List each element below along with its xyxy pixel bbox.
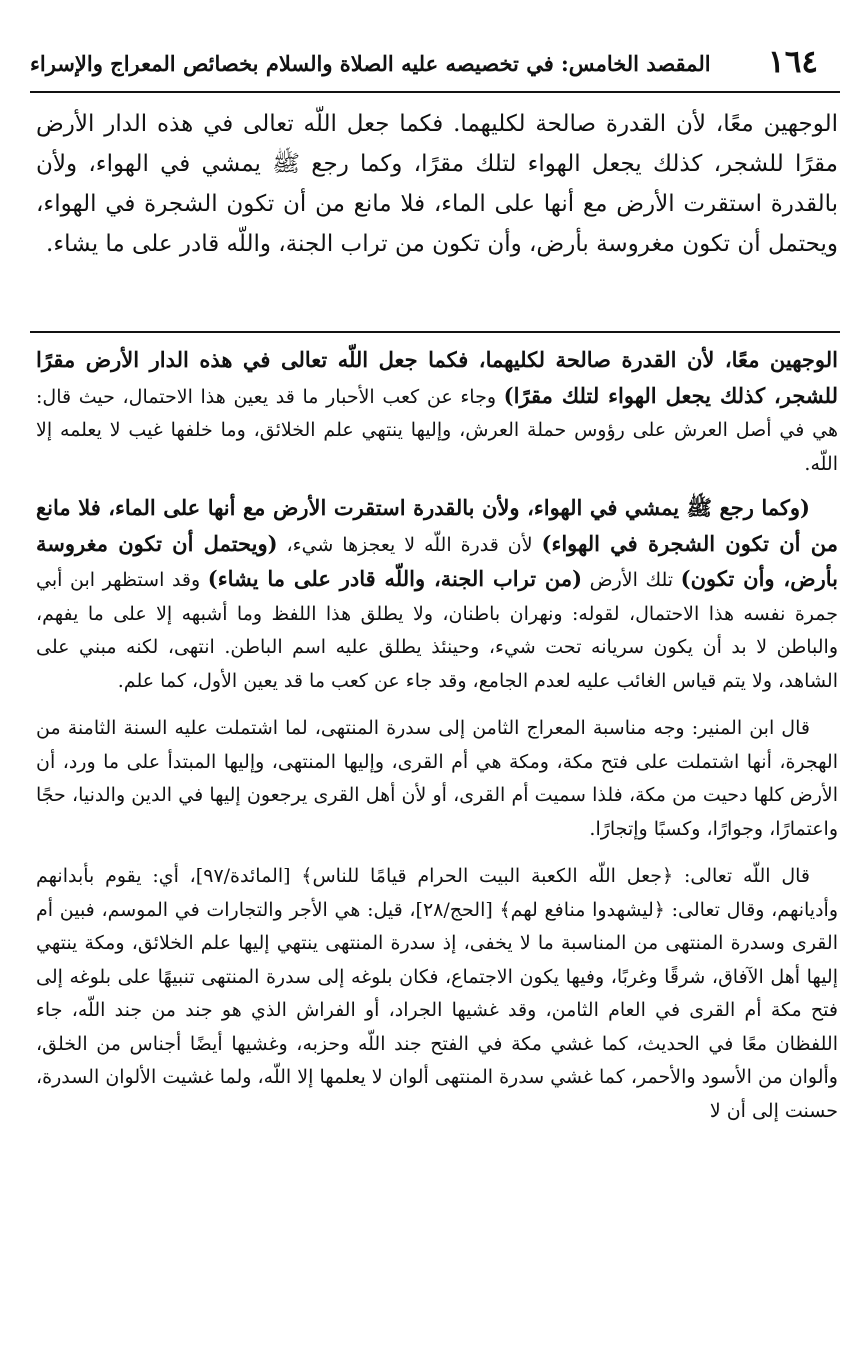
page-header: [30, 42, 838, 90]
commentary-text: تلك الأرض: [582, 569, 681, 591]
commentary-paragraph-1: [36, 343, 838, 481]
quoted-text: (وكما رجع ﷺ يمشي في الهواء، ولأن بالقدرة استقرت الأرض مع أنها على الماء، فلا مانع من أن تكون الشجرة في الهواء): [36, 495, 838, 556]
header-divider: [30, 91, 840, 93]
commentary-paragraph-3: قال ابن المنير: وجه مناسبة المعراج الثامن إلى سدرة المنتهى، لما اشتملت عليه السنة الثامنة من الهجرة، أنها اشتملت على فتح مكة، ومكة هي أم القرى، وإليها المنتهى، وإليها المبتدأ على ما ورد، أن الأرض كلها دحيت من مكة، فلذا سميت أم القرى، أو لأن أهل القرى يرجعون إليها في الدين والدنيا، حجًا واعتمارًا، وجوارًا، وكسبًا وإتجارًا.: [36, 717, 838, 840]
quoted-text: (من تراب الجنة، واللّه قادر على ما يشاء): [207, 566, 583, 591]
main-text-paragraph: الوجهين معًا، لأن القدرة صالحة لكليهما. فكما جعل اللّه تعالى في هذه الدار الأرض مقرًا للشجر، كذلك يجعل الهواء لتلك مقرًا، وكما رجع ﷺ يمشي في الهواء، ولأن بالقدرة استقرت الأرض مع أنها على الماء، فلا مانع من أن تكون الشجرة في الهواء، ويحتمل أن تكون مغروسة بأرض، وأن تكون من تراب الجنة، واللّه قادر على ما يشاء.: [36, 111, 838, 257]
commentary-paragraph-4: قال اللّه تعالى: ﴿جعل اللّه الكعبة البيت الحرام قيامًا للناس﴾ [المائدة/٩٧]، أي: يقوم بأبدانهم وأديانهم، وقال تعالى: ﴿ليشهدوا منافع لهم﴾ [الحج/٢٨]، قيل: هي الأجر والتجارات في الموسم، فبين أم القرى وسدرة المنتهى من المناسبة ما لا يخفى، إذ سدرة المنتهى ينتهي إليها علم الخلائق، ومكة ينتهي إليها أهل الآفاق، شرقًا وغربًا، وفيها يكون الاجتماع، فكان بلوغه إلى سدرة المنتهى تنبيهًا على بلوغه إلى فتح مكة أم القرى في العام الثامن، وقد غشيها الجراد، أو الفراش الذي هو جند من جند اللّه، جاء اللفظان معًا في الحديث، كما غشي مكة في الفتح جند اللّه وحزبه، وغشيها أيضًا أجناس من الخلق، وألوان من الأسود والأحمر، كما غشي سدرة المنتهى ألوان لا يعلمها إلا اللّه، ولما غشيت الألوان السدرة، حسنت إلى أن لا: [36, 865, 838, 1122]
main-text: [36, 104, 838, 264]
page-number: ١٦٤: [768, 44, 818, 80]
commentary: [36, 343, 838, 1142]
commentary-text: لأن قدرة اللّه لا يعجزها شيء،: [277, 533, 542, 556]
quoted-text: الوجهين معًا، لأن القدرة صالحة لكليهما، فكما جعل اللّه تعالى في هذه الدار الأرض مقرًا للشجر، كذلك يجعل الهواء لتلك مقرًا): [36, 347, 839, 408]
commentary-text: وجاء عن كعب الأحبار ما قد يعين هذا الاحتمال، حيث قال: هي في أصل العرش على رؤوس حملة العرش، وإليها ينتهي علم الخلائق، وما خلفها غيب لا يعلمه إلا اللّه.: [36, 385, 838, 475]
commentary-divider: [30, 331, 840, 333]
commentary-text: وقد استظهر ابن أبي جمرة نفسه هذا الاحتمال، لقوله: ونهران باطنان، ولا يطلق هذا اللفظ وما أشبهه إلا على ما يفهم، والباطن لا بد أن يكون سريانه تحت شيء، وحينئذ يطلق عليه اسم الباطن. انتهى، لكنه مبني على الشاهد، ولا يتم قياس الغائب عليه لعدم الجامع، وقد جاء عن كعب ما قد يعين الأول، كما علم.: [36, 569, 838, 692]
quoted-text: (ويحتمل أن تكون مغروسة بأرض، وأن تكون): [36, 530, 838, 591]
running-title: المقصد الخامس: في تخصيصه عليه الصلاة والسلام بخصائص المعراج والإسراء: [30, 51, 711, 76]
commentary-paragraph-2: [36, 491, 838, 698]
